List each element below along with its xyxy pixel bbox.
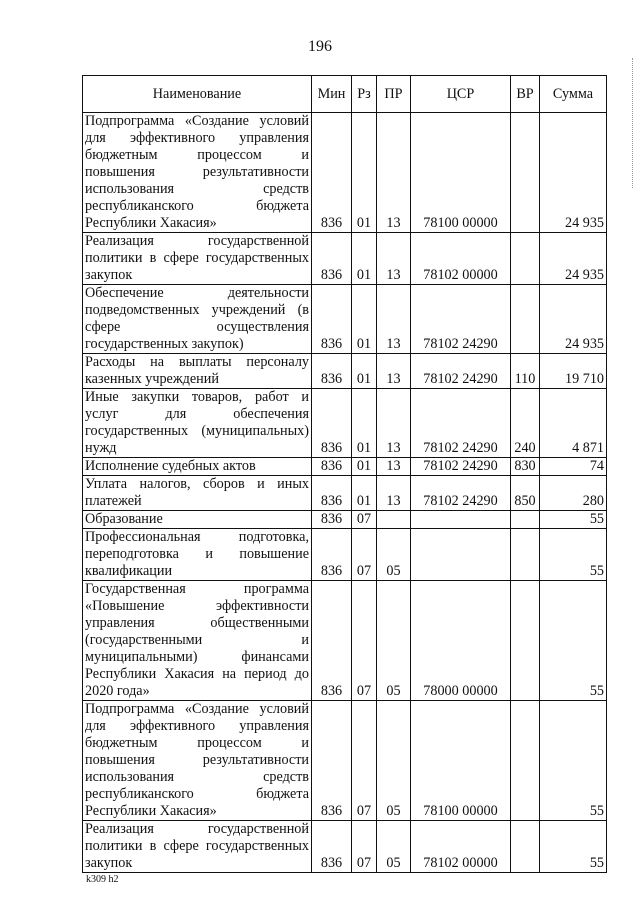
cell-sum: 24 935 [540, 113, 607, 233]
table-row [83, 285, 607, 354]
cell-name: Подпрограмма «Создание условий для эффективного управления бюджетным процессом и повышения результативности использования средств республиканского бюджета Республики Хакасия» [83, 113, 312, 233]
cell-rz: 01 [352, 113, 377, 233]
cell-vr: 240 [511, 389, 540, 458]
cell-name: Образование [83, 511, 312, 529]
cell-rz: 01 [352, 233, 377, 285]
cell-csr [411, 529, 511, 581]
cell-min: 836 [312, 113, 352, 233]
cell-name: Исполнение судебных актов [83, 458, 312, 476]
cell-sum: 24 935 [540, 285, 607, 354]
cell-pr: 13 [377, 389, 411, 458]
cell-csr: 78102 24290 [411, 354, 511, 389]
cell-rz: 01 [352, 458, 377, 476]
cell-rz: 07 [352, 701, 377, 821]
cell-vr: 110 [511, 354, 540, 389]
cell-csr: 78102 24290 [411, 285, 511, 354]
table-row [83, 529, 607, 581]
cell-min: 836 [312, 458, 352, 476]
table-header-row [83, 76, 607, 113]
cell-name: Реализация государственной политики в сфере государственных закупок [83, 233, 312, 285]
header-sum: Сумма [540, 76, 607, 113]
cell-rz: 01 [352, 285, 377, 354]
cell-vr: 850 [511, 476, 540, 511]
footer-code: k309 h2 [86, 874, 119, 885]
cell-pr: 13 [377, 233, 411, 285]
table-row [83, 113, 607, 233]
cell-name: Профессиональная подготовка, переподготовка и повышение квалификации [83, 529, 312, 581]
cell-min: 836 [312, 233, 352, 285]
cell-vr [511, 285, 540, 354]
cell-name: Государственная программа «Повышение эффективности управления общественными (государственными и муниципальными) финансами Республики Хакасия на период до 2020 года» [83, 581, 312, 701]
cell-csr: 78100 00000 [411, 113, 511, 233]
cell-pr: 13 [377, 113, 411, 233]
cell-csr: 78102 00000 [411, 821, 511, 873]
cell-min: 836 [312, 476, 352, 511]
cell-rz: 07 [352, 581, 377, 701]
cell-name: Уплата налогов, сборов и иных платежей [83, 476, 312, 511]
cell-csr: 78102 24290 [411, 389, 511, 458]
cell-pr: 05 [377, 821, 411, 873]
cell-name: Обеспечение деятельности подведомственных учреждений (в сфере осуществления государственных закупок) [83, 285, 312, 354]
page-number: 196 [308, 38, 332, 55]
table-row [83, 581, 607, 701]
cell-pr: 13 [377, 458, 411, 476]
cell-csr: 78100 00000 [411, 701, 511, 821]
cell-vr [511, 821, 540, 873]
cell-pr: 05 [377, 581, 411, 701]
table-row [83, 511, 607, 529]
cell-min: 836 [312, 389, 352, 458]
table-row [83, 476, 607, 511]
cell-pr: 05 [377, 529, 411, 581]
cell-sum: 55 [540, 511, 607, 529]
header-pr: ПР [377, 76, 411, 113]
cell-rz: 01 [352, 389, 377, 458]
header-rz: Рз [352, 76, 377, 113]
table-row [83, 389, 607, 458]
cell-sum: 24 935 [540, 233, 607, 285]
cell-min: 836 [312, 529, 352, 581]
cell-sum: 280 [540, 476, 607, 511]
cell-pr: 13 [377, 285, 411, 354]
cell-csr: 78102 24290 [411, 476, 511, 511]
cell-rz: 07 [352, 529, 377, 581]
header-csr: ЦСР [411, 76, 511, 113]
cell-min: 836 [312, 511, 352, 529]
cell-sum: 55 [540, 529, 607, 581]
cell-name: Иные закупки товаров, работ и услуг для обеспечения государственных (муниципальных) нужд [83, 389, 312, 458]
table-row [83, 354, 607, 389]
cell-rz: 01 [352, 354, 377, 389]
cell-sum: 55 [540, 821, 607, 873]
cell-min: 836 [312, 285, 352, 354]
cell-csr: 78102 24290 [411, 458, 511, 476]
cell-vr [511, 113, 540, 233]
cell-pr: 05 [377, 701, 411, 821]
cell-vr [511, 701, 540, 821]
header-vr: ВР [511, 76, 540, 113]
cell-csr [411, 511, 511, 529]
cell-sum: 55 [540, 701, 607, 821]
table-row [83, 458, 607, 476]
cell-name: Реализация государственной политики в сфере государственных закупок [83, 821, 312, 873]
cell-name: Подпрограмма «Создание условий для эффективного управления бюджетным процессом и повышения результативности использования средств республиканского бюджета Республики Хакасия» [83, 701, 312, 821]
cell-vr [511, 511, 540, 529]
margin-mark [632, 58, 634, 188]
table-row [83, 821, 607, 873]
cell-csr: 78102 00000 [411, 233, 511, 285]
header-min: Мин [312, 76, 352, 113]
cell-rz: 01 [352, 476, 377, 511]
cell-pr: 13 [377, 354, 411, 389]
cell-min: 836 [312, 581, 352, 701]
cell-sum: 55 [540, 581, 607, 701]
cell-sum: 4 871 [540, 389, 607, 458]
cell-min: 836 [312, 354, 352, 389]
cell-sum: 74 [540, 458, 607, 476]
cell-min: 836 [312, 701, 352, 821]
cell-rz: 07 [352, 821, 377, 873]
cell-vr: 830 [511, 458, 540, 476]
cell-vr [511, 233, 540, 285]
cell-csr: 78000 00000 [411, 581, 511, 701]
table-row [83, 701, 607, 821]
cell-pr [377, 511, 411, 529]
budget-table [82, 75, 607, 873]
header-name: Наименование [83, 76, 312, 113]
cell-min: 836 [312, 821, 352, 873]
table-row [83, 233, 607, 285]
cell-vr [511, 529, 540, 581]
cell-pr: 13 [377, 476, 411, 511]
cell-name: Расходы на выплаты персоналу казенных учреждений [83, 354, 312, 389]
cell-vr [511, 581, 540, 701]
cell-sum: 19 710 [540, 354, 607, 389]
cell-rz: 07 [352, 511, 377, 529]
